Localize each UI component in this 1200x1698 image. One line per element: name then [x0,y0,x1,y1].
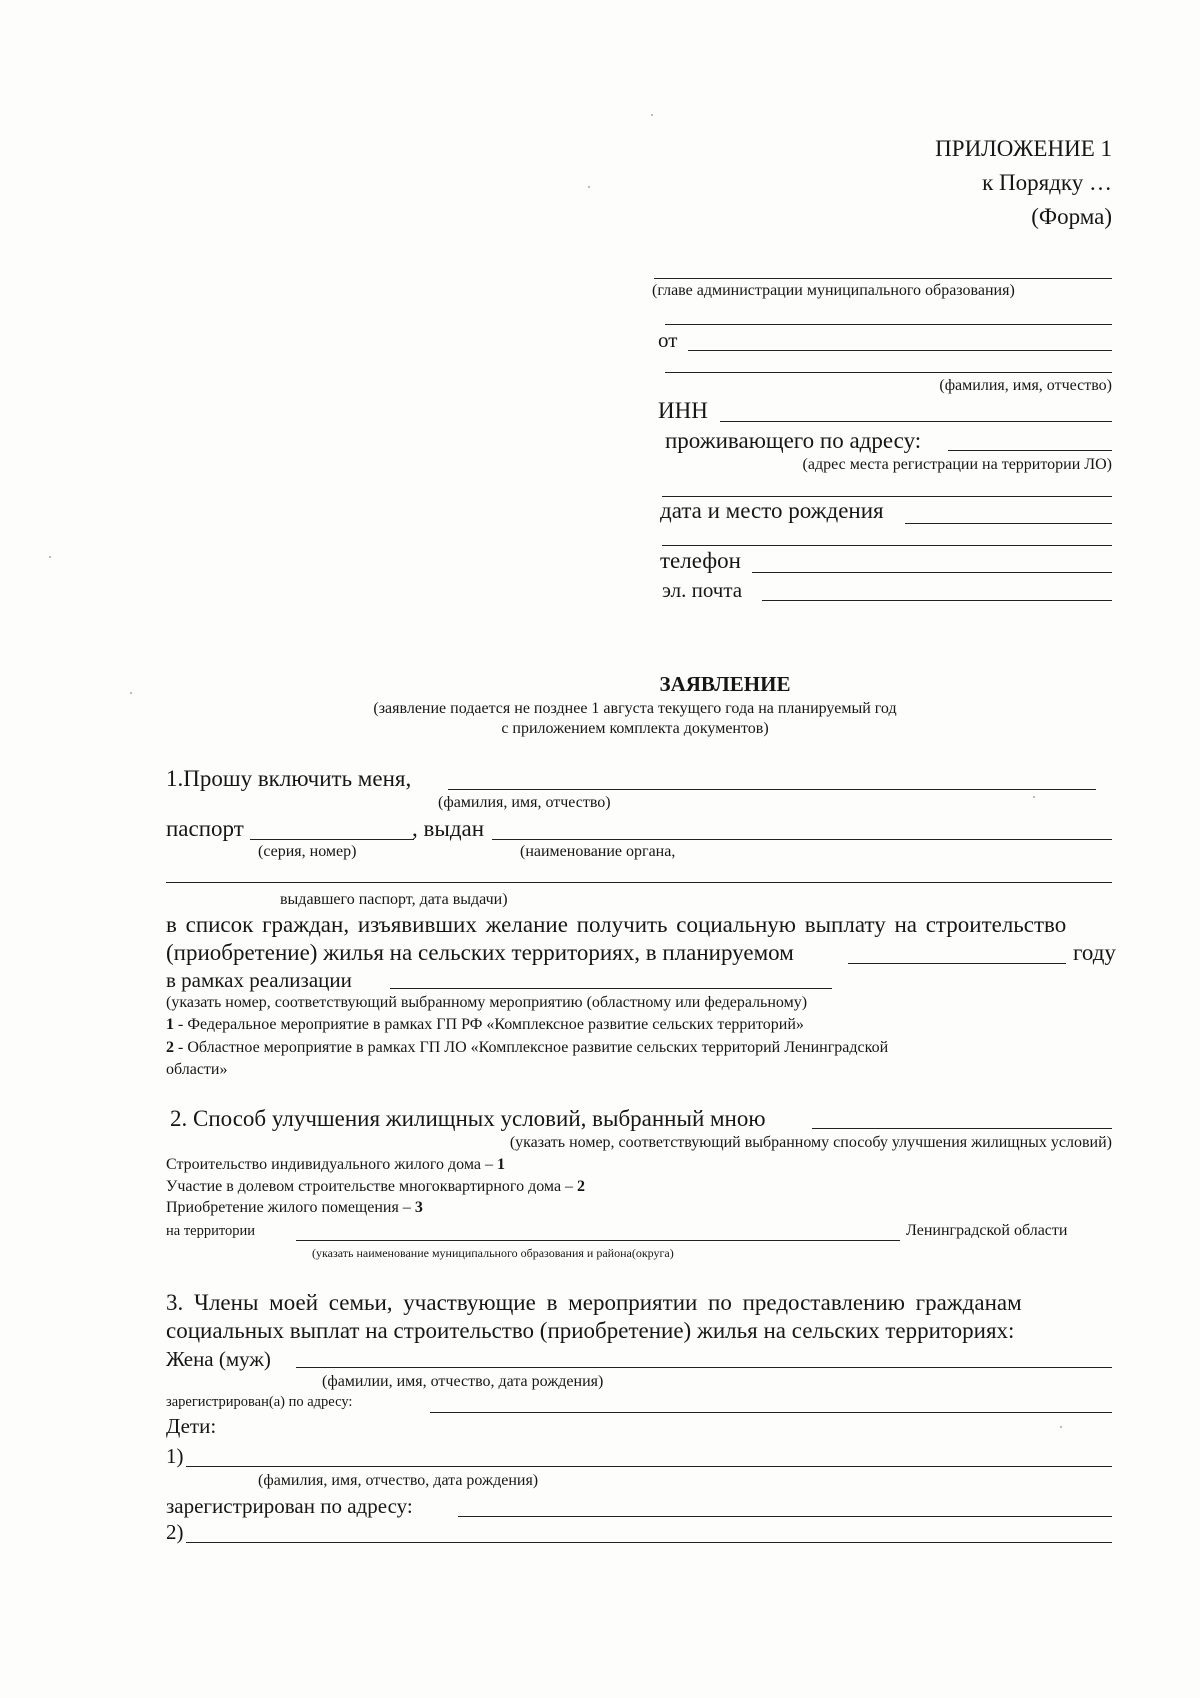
passport-number-field[interactable] [250,839,414,840]
statement-heading: ЗАЯВЛЕНИЕ [659,672,791,696]
planned-year-field[interactable] [848,963,1066,964]
issued-label: , выдан [412,816,485,841]
from-label: от [658,328,678,352]
series-caption: (серия, номер) [258,843,357,860]
program-option-2: 2 - Областное мероприятие в рамках ГП ЛО «Комплексное развитие сельских территорий Ленинградской [166,1039,889,1056]
improvement-method-field[interactable] [812,1128,1112,1129]
scan-speck [1033,796,1035,798]
form-label: (Форма) [1031,204,1112,229]
method-option-2: Участие в долевом строительстве многоквартирного дома – 2 [166,1178,586,1195]
spouse-label: Жена (муж) [166,1347,271,1371]
method-option-3: Приобретение жилого помещения – 3 [166,1199,423,1216]
year-word: году [1073,940,1116,965]
inn-label: ИНН [658,398,708,423]
children-label: Дети: [166,1414,217,1438]
section3-text-line2: социальных выплат на строительство (приобретение) жилья на сельских территориях: [166,1318,1015,1343]
birth-field[interactable] [905,523,1112,524]
territory-field[interactable] [296,1240,900,1241]
birth-label: дата и место рождения [660,498,884,523]
appendix-title: ПРИЛОЖЕНИЕ 1 [935,136,1112,161]
section1-text-line3: в рамках реализации [166,968,352,992]
authority-caption: (наименование органа, [520,843,676,860]
section1-text-line2: (приобретение) жилья на сельских территориях, в планируемом [166,940,794,965]
spouse-registered-label: зарегистрирован(а) по адресу: [166,1394,353,1410]
phone-label: телефон [660,548,741,573]
statement-note-line2: с приложением комплекта документов) [501,720,769,737]
address-field-line2[interactable] [662,496,1112,497]
email-label: эл. почта [662,578,743,602]
scan-speck [1060,1426,1062,1428]
region-label: Ленинградской области [906,1222,1068,1239]
child1-address-field[interactable] [458,1516,1112,1517]
section1-text-line1: в список граждан, изъявивших желание получить социальную выплату на строительство [166,912,1067,937]
territory-label: на территории [166,1223,256,1239]
from-field[interactable] [688,350,1112,351]
inn-field[interactable] [720,421,1112,422]
email-field[interactable] [762,600,1112,601]
applicant-fio-caption: (фамилия, имя, отчество) [438,794,611,811]
head-caption: (главе администрации муниципального образования) [652,282,1015,299]
scan-speck [49,556,51,558]
territory-caption: (указать наименование муниципального образования и района(округа) [312,1246,674,1260]
passport-issuer-field[interactable] [492,839,1112,840]
passport-issuer-field-line2[interactable] [166,882,1112,883]
child1-label: 1) [166,1444,184,1468]
section3-text-line1: 3. Члены моей семьи, участвующие в мероприятии по предоставлению гражданам [166,1290,1022,1315]
method-option-1: Строительство индивидуального жилого дома – 1 [166,1156,505,1173]
child-caption: (фамилия, имя, отчество, дата рождения) [258,1472,539,1489]
spouse-address-field[interactable] [430,1412,1112,1413]
section2-caption: (указать номер, соответствующий выбранному способу улучшения жилищных условий) [509,1134,1112,1151]
child2-field[interactable] [186,1542,1112,1543]
statement-note-line1: (заявление подается не позднее 1 августа текущего года на планируемый год [373,700,897,717]
scan-speck [588,186,590,188]
spouse-caption: (фамилии, имя, отчество, дата рождения) [322,1373,604,1390]
program-number-field[interactable] [390,988,832,989]
section2-label: 2. Способ улучшения жилищных условий, выбранный мною [170,1106,766,1131]
order-reference: к Порядку … [982,170,1112,195]
from-field-line2[interactable] [665,372,1112,373]
spouse-field[interactable] [296,1367,1112,1368]
head-name-field[interactable] [654,278,1112,279]
program-caption: (указать номер, соответствующий выбранному мероприятию (областному или федеральному) [166,994,808,1011]
address-label: проживающего по адресу: [665,428,922,453]
child2-label: 2) [166,1520,184,1544]
child-registered-label: зарегистрирован по адресу: [166,1494,413,1518]
address-field[interactable] [948,450,1112,451]
program-option-2-cont: области» [166,1061,228,1078]
fio-caption: (фамилия, имя, отчество) [939,377,1112,394]
passport-label: паспорт [166,816,244,841]
address-caption: (адрес места регистрации на территории ЛО) [802,456,1112,473]
request-label: 1.Прошу включить меня, [166,766,412,791]
issued-caption: выдавшего паспорт, дата выдачи) [280,891,508,908]
birth-field-line2[interactable] [662,545,1112,546]
child1-field[interactable] [186,1466,1112,1467]
applicant-fio-field[interactable] [448,789,1096,790]
phone-field[interactable] [752,572,1112,573]
scan-speck [651,114,653,116]
from-field-line1[interactable] [665,324,1112,325]
program-option-1: 1 - Федеральное мероприятие в рамках ГП РФ «Комплексное развитие сельских территорий» [166,1016,804,1033]
